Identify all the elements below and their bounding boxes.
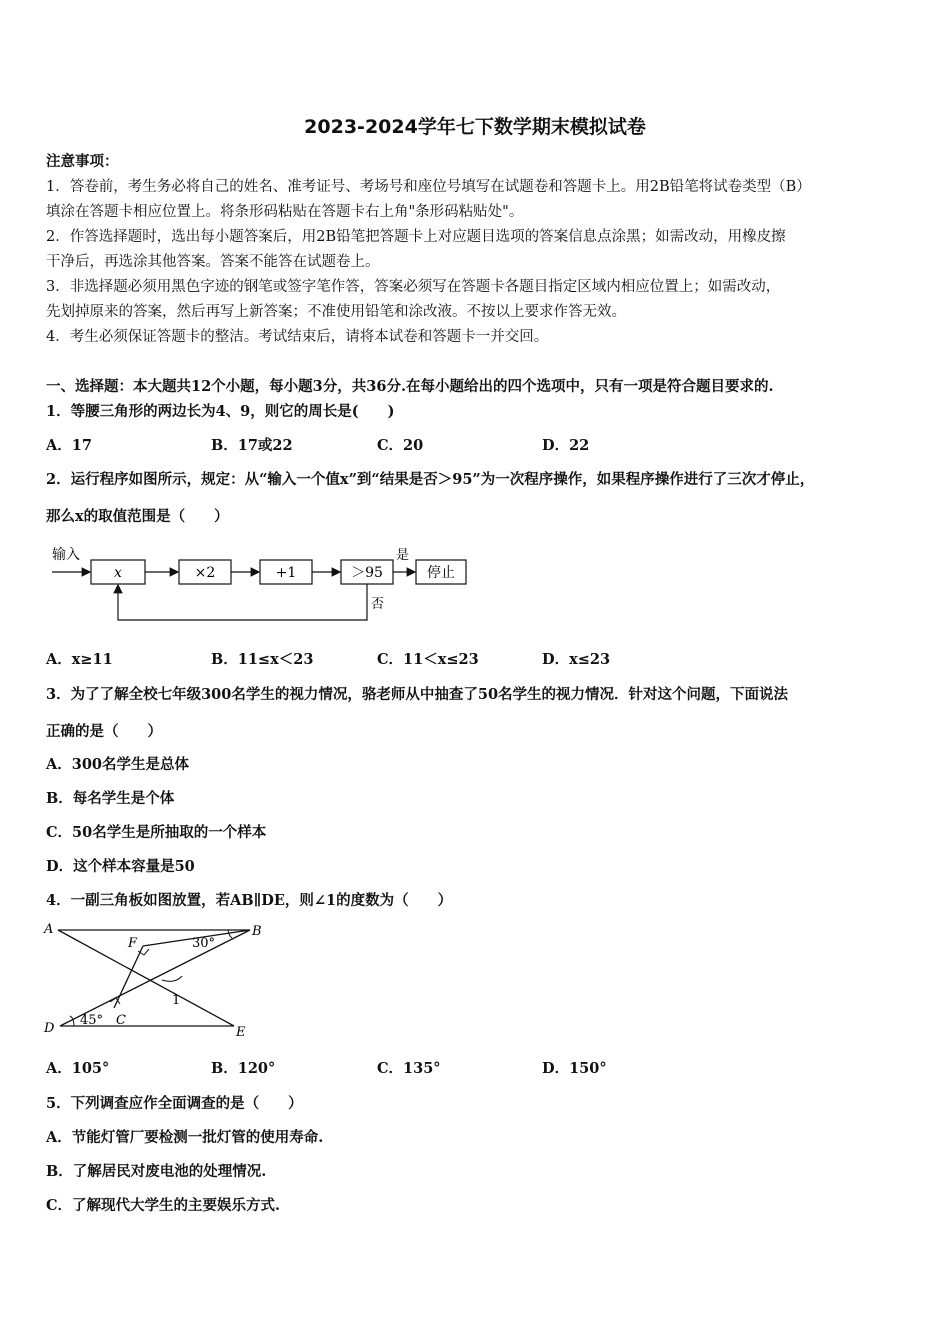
flow-box-x-label: x: [114, 565, 122, 581]
flow-box-compare-label: ＞95: [351, 565, 383, 581]
option-d: D．150°: [542, 1060, 607, 1077]
question-1-stem: 1．等腰三角形的两边长为4、9，则它的周长是( ): [46, 403, 395, 420]
option-b: B．每名学生是个体: [46, 790, 175, 807]
label-1: 1: [172, 993, 181, 1008]
triangle-figure: [40, 918, 270, 1043]
notes-line: 4．考生必须保证答题卡的整洁。考试结束后，请将本试卷和答题卡一并交回。: [46, 329, 549, 345]
question-3-stem-cont: 正确的是（ ）: [46, 723, 162, 740]
option-a: A．17: [46, 437, 92, 454]
question-4-stem: 4．一副三角板如图放置，若AB∥DE，则∠1的度数为（ ）: [46, 892, 453, 909]
option-c: C．50名学生是所抽取的一个样本: [46, 824, 267, 841]
notes-line: 3．非选择题必须用黑色字迹的钢笔或签字笔作答，答案必须写在答题卡各题目指定区域内相应位置上；如需改动，: [46, 279, 781, 295]
option-a: A．节能灯管厂要检测一批灯管的使用寿命.: [46, 1129, 324, 1146]
label-45: 45°: [80, 1013, 104, 1028]
option-b: B．120°: [211, 1060, 276, 1077]
option-d: D．这个样本容量是50: [46, 858, 195, 875]
question-5-stem: 5．下列调查应作全面调查的是（ ）: [46, 1095, 303, 1112]
label-a: A: [44, 922, 54, 937]
label-30: 30°: [192, 936, 216, 951]
flow-no-label: 否: [371, 597, 385, 612]
question-2-stem: 2．运行程序如图所示，规定：从“输入一个值x”到“结果是否＞95”为一次程序操作，如果程序操作进行了三次才停止，: [46, 471, 815, 488]
question-2-stem-cont: 那么x的取值范围是（ ）: [46, 508, 229, 525]
notes-line: 先划掉原来的答案，然后再写上新答案；不准使用铅笔和涂改液。不按以上要求作答无效。: [46, 304, 626, 320]
option-c: C．135°: [377, 1060, 441, 1077]
notes-line: 2．作答选择题时，选出每小题答案后，用2B铅笔把答题卡上对应题目选项的答案信息点涂黑；如需改动，用橡皮擦: [46, 229, 786, 245]
angle-arc-30: [228, 930, 232, 938]
flow-loop-back: [118, 584, 367, 620]
label-f: F: [128, 936, 138, 951]
option-a: A．x≥11: [46, 651, 113, 668]
label-c: C: [116, 1013, 126, 1028]
option-c: C．11＜x≤23: [377, 651, 479, 668]
option-a: A．300名学生是总体: [46, 756, 190, 773]
program-flowchart: [46, 540, 476, 630]
notes-line: 填涂在答题卡相应位置上。将条形码粘贴在答题卡右上角"条形码粘贴处"。: [46, 204, 524, 220]
flow-box-plus1-label: +1: [275, 565, 297, 581]
option-d: D．x≤23: [542, 651, 611, 668]
notes-heading: 注意事项：: [46, 153, 119, 170]
option-d: D．22: [542, 437, 590, 454]
flow-yes-label: 是: [396, 548, 410, 563]
option-c: C．了解现代大学生的主要娱乐方式.: [46, 1197, 281, 1214]
option-b: B．了解居民对废电池的处理情况.: [46, 1163, 267, 1180]
option-a: A．105°: [46, 1060, 110, 1077]
option-b: B．11≤x＜23: [211, 651, 314, 668]
notes-line: 1．答卷前，考生务必将自己的姓名、准考证号、考场号和座位号填写在试题卷和答题卡上。用2B铅笔将试卷类型（B）: [46, 179, 811, 195]
label-b: B: [252, 924, 262, 939]
option-b: B．17或22: [211, 437, 293, 454]
question-3-stem: 3．为了了解全校七年级300名学生的视力情况，骆老师从中抽查了50名学生的视力情况．针对这个问题，下面说法: [46, 686, 789, 703]
label-e: E: [236, 1025, 246, 1040]
segment-cf: [114, 946, 143, 1008]
flow-box-stop-label: 停止: [427, 565, 455, 581]
notes-line: 干净后，再选涂其他答案。答案不能答在试题卷上。: [46, 254, 380, 270]
flow-box-times2-label: ×2: [194, 565, 216, 581]
label-d: D: [44, 1021, 55, 1036]
flow-input-label: 输入: [52, 547, 80, 563]
option-c: C．20: [377, 437, 424, 454]
section-heading: 一、选择题：本大题共12个小题，每小题3分，共36分.在每小题给出的四个选项中，只有一项是符合题目要求的.: [46, 378, 774, 395]
angle-arc-1: [162, 976, 182, 981]
page-title: 2023-2024学年七下数学期末模拟试卷: [304, 116, 646, 138]
